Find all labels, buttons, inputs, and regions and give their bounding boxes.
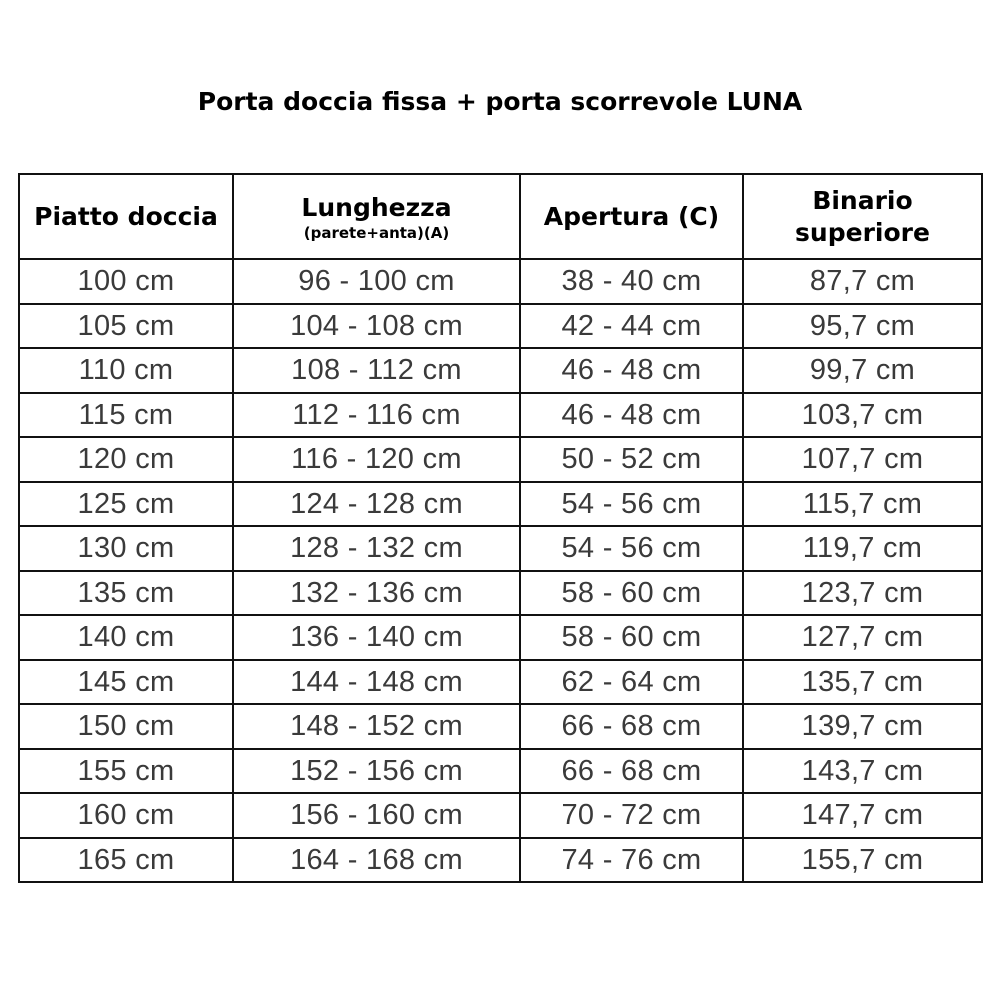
cell-binario-superiore: 123,7 cm bbox=[743, 571, 982, 616]
cell-piatto-doccia: 155 cm bbox=[19, 749, 233, 794]
header-lunghezza-label: Lunghezza bbox=[301, 192, 452, 222]
table-row bbox=[19, 304, 982, 349]
cell-lunghezza: 156 - 160 cm bbox=[233, 793, 520, 838]
cell-lunghezza: 108 - 112 cm bbox=[233, 348, 520, 393]
table-row bbox=[19, 526, 982, 571]
cell-apertura: 42 - 44 cm bbox=[520, 304, 743, 349]
table-row bbox=[19, 482, 982, 527]
cell-apertura: 66 - 68 cm bbox=[520, 704, 743, 749]
cell-binario-superiore: 155,7 cm bbox=[743, 838, 982, 883]
cell-binario-superiore: 103,7 cm bbox=[743, 393, 982, 438]
cell-lunghezza: 132 - 136 cm bbox=[233, 571, 520, 616]
cell-binario-superiore: 95,7 cm bbox=[743, 304, 982, 349]
header-binario-line1: Binario bbox=[812, 185, 913, 215]
cell-piatto-doccia: 140 cm bbox=[19, 615, 233, 660]
cell-piatto-doccia: 160 cm bbox=[19, 793, 233, 838]
cell-binario-superiore: 143,7 cm bbox=[743, 749, 982, 794]
cell-lunghezza: 96 - 100 cm bbox=[233, 259, 520, 304]
cell-apertura: 66 - 68 cm bbox=[520, 749, 743, 794]
table-row bbox=[19, 393, 982, 438]
cell-binario-superiore: 127,7 cm bbox=[743, 615, 982, 660]
table-row bbox=[19, 793, 982, 838]
table-row bbox=[19, 571, 982, 616]
header-piatto-doccia-label: Piatto doccia bbox=[34, 201, 218, 231]
cell-piatto-doccia: 100 cm bbox=[19, 259, 233, 304]
cell-lunghezza: 116 - 120 cm bbox=[233, 437, 520, 482]
cell-binario-superiore: 119,7 cm bbox=[743, 526, 982, 571]
header-binario-superiore bbox=[743, 174, 982, 259]
table-header bbox=[19, 174, 982, 259]
cell-binario-superiore: 107,7 cm bbox=[743, 437, 982, 482]
header-piatto-doccia bbox=[19, 174, 233, 259]
size-table bbox=[18, 173, 983, 883]
page-title: Porta doccia fissa + porta scorrevole LUNA bbox=[197, 87, 803, 116]
cell-piatto-doccia: 130 cm bbox=[19, 526, 233, 571]
header-lunghezza-sublabel: (parete+anta)(A) bbox=[303, 223, 450, 242]
table-row bbox=[19, 437, 982, 482]
cell-binario-superiore: 139,7 cm bbox=[743, 704, 982, 749]
cell-apertura: 46 - 48 cm bbox=[520, 348, 743, 393]
table-row bbox=[19, 259, 982, 304]
cell-lunghezza: 124 - 128 cm bbox=[233, 482, 520, 527]
cell-piatto-doccia: 145 cm bbox=[19, 660, 233, 705]
header-apertura-label: Apertura (C) bbox=[543, 201, 720, 231]
cell-lunghezza: 152 - 156 cm bbox=[233, 749, 520, 794]
cell-lunghezza: 144 - 148 cm bbox=[233, 660, 520, 705]
cell-apertura: 58 - 60 cm bbox=[520, 571, 743, 616]
cell-piatto-doccia: 135 cm bbox=[19, 571, 233, 616]
cell-piatto-doccia: 150 cm bbox=[19, 704, 233, 749]
cell-apertura: 74 - 76 cm bbox=[520, 838, 743, 883]
cell-apertura: 70 - 72 cm bbox=[520, 793, 743, 838]
table-row bbox=[19, 348, 982, 393]
cell-binario-superiore: 87,7 cm bbox=[743, 259, 982, 304]
cell-binario-superiore: 115,7 cm bbox=[743, 482, 982, 527]
cell-piatto-doccia: 165 cm bbox=[19, 838, 233, 883]
cell-lunghezza: 164 - 168 cm bbox=[233, 838, 520, 883]
cell-lunghezza: 136 - 140 cm bbox=[233, 615, 520, 660]
cell-apertura: 38 - 40 cm bbox=[520, 259, 743, 304]
cell-binario-superiore: 135,7 cm bbox=[743, 660, 982, 705]
cell-apertura: 46 - 48 cm bbox=[520, 393, 743, 438]
cell-lunghezza: 112 - 116 cm bbox=[233, 393, 520, 438]
cell-apertura: 54 - 56 cm bbox=[520, 526, 743, 571]
cell-apertura: 50 - 52 cm bbox=[520, 437, 743, 482]
header-apertura bbox=[520, 174, 743, 259]
header-binario-line2: superiore bbox=[795, 217, 930, 247]
cell-lunghezza: 128 - 132 cm bbox=[233, 526, 520, 571]
cell-binario-superiore: 147,7 cm bbox=[743, 793, 982, 838]
cell-apertura: 62 - 64 cm bbox=[520, 660, 743, 705]
cell-apertura: 54 - 56 cm bbox=[520, 482, 743, 527]
table-row bbox=[19, 615, 982, 660]
cell-binario-superiore: 99,7 cm bbox=[743, 348, 982, 393]
cell-piatto-doccia: 125 cm bbox=[19, 482, 233, 527]
table-row bbox=[19, 749, 982, 794]
table-body bbox=[19, 259, 982, 882]
cell-piatto-doccia: 120 cm bbox=[19, 437, 233, 482]
cell-lunghezza: 148 - 152 cm bbox=[233, 704, 520, 749]
table-row bbox=[19, 838, 982, 883]
cell-lunghezza: 104 - 108 cm bbox=[233, 304, 520, 349]
table-row bbox=[19, 660, 982, 705]
header-lunghezza bbox=[233, 174, 520, 259]
cell-apertura: 58 - 60 cm bbox=[520, 615, 743, 660]
cell-piatto-doccia: 115 cm bbox=[19, 393, 233, 438]
cell-piatto-doccia: 105 cm bbox=[19, 304, 233, 349]
header-row bbox=[19, 174, 982, 259]
cell-piatto-doccia: 110 cm bbox=[19, 348, 233, 393]
table-row bbox=[19, 704, 982, 749]
